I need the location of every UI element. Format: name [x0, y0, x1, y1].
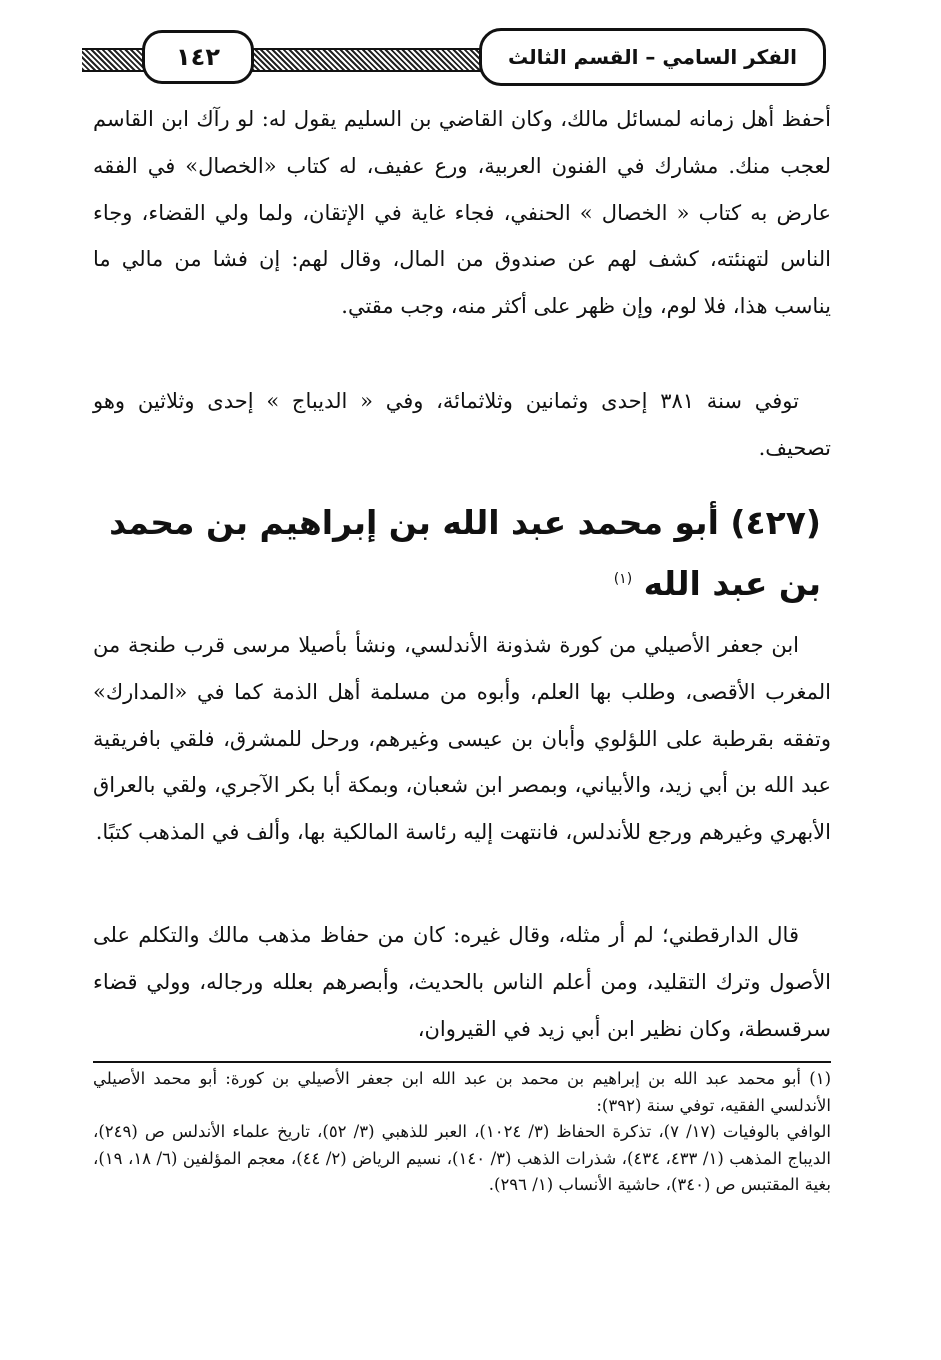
header-title: الفكر السامي – القسم الثالث [479, 28, 826, 86]
paragraph-1: أحفظ أهل زمانه لمسائل مالك، وكان القاضي بن السليم يقول له: لو رآك ابن القاسم لعجب منك. مشارك في الفنون العربية، ورع عفيف، له كتاب «الخصال» في الفقه عارض به كتاب « الخصال » الحنفي، فجاء غاية في الإتقان، ولما ولي القضاء، وجاء الناس لتهنئته، كشف لهم عن صندوق من المال، وقال لهم: إن فشا من مالي ما يناسب هذا، فلا لوم، وإن ظهر على أكثر منه، وجب مقتي. [93, 107, 831, 319]
footnote-marker: (١) [613, 571, 633, 587]
entry-paragraph-2: قال الدارقطني؛ لم أر مثله، وقال غيره: كان من حفاظ مذهب مالك والتكلم على الأصول وترك التقليد، ومن أعلم الناس بالحديث، وأبصرهم بعلله ورجاله، وولي قضاء سرقسطة، وكان نظير ابن أبي زيد في القيروان، [93, 923, 831, 1041]
footnote-separator [93, 1061, 831, 1063]
entry-paragraph-1: ابن جعفر الأصيلي من كورة شذونة الأندلسي، ونشأ بأصيلا مرسى قرب طنجة من المغرب الأقصى، وطلب بها العلم، وأبوه من مسلمة أهل الذمة كما في «المدارك» وتفقه بقرطبة على اللؤلوي وأبان بن عيسى وغيرهم، ورحل للمشرق، فلقي بافريقية عبد الله بن أبي زيد، والأبياني، وبمصر ابن شعبان، وبمكة أبا بكر الآجري، ولقي بالعراق الأبهري وغيرهم ورجع للأندلس، فانتهت إليه رئاسة المالكية بها، وألف في المذهب كتبًا. [93, 633, 831, 845]
footnote-1: (١) أبو محمد عبد الله بن إبراهيم بن محمد بن عبد الله ابن جعفر الأصيلي بن كورة: أبو محمد الأصيلي الأندلسي الفقيه، توفي سنة (٣٩٢): [93, 1069, 831, 1115]
paragraph-2: توفي سنة ٣٨١ إحدى وثمانين وثلاثمائة، وفي « الديباج » إحدى وثلاثين وهو تصحيف. [93, 389, 831, 460]
entry-heading-text: (٤٢٧) أبو محمد عبد الله بن إبراهيم بن محمد بن عبد الله [109, 503, 821, 603]
footnotes [93, 1066, 831, 1199]
entry-heading [101, 494, 821, 612]
running-header [82, 22, 822, 92]
footnote-1-sources: الوافي بالوفيات (١٧/ ٧)، تذكرة الحفاظ (٣/ ١٠٢٤)، العبر للذهبي (٣/ ٥٢)، تاريخ علماء الأندلس ص (٢٤٩)، الديباج المذهب (١/ ٤٣٣، ٤٣٤)، شذرات الذهب (٣/ ١٤٠)، نسيم الرياض (٢/ ٤٤)، معجم المؤلفين (٦/ ١٨، ١٩)، بغية المقتبس ص (٣٤٠)، حاشية الأنساب (١/ ٢٩٦). [93, 1122, 831, 1194]
page-number: ١٤٢ [142, 30, 254, 84]
